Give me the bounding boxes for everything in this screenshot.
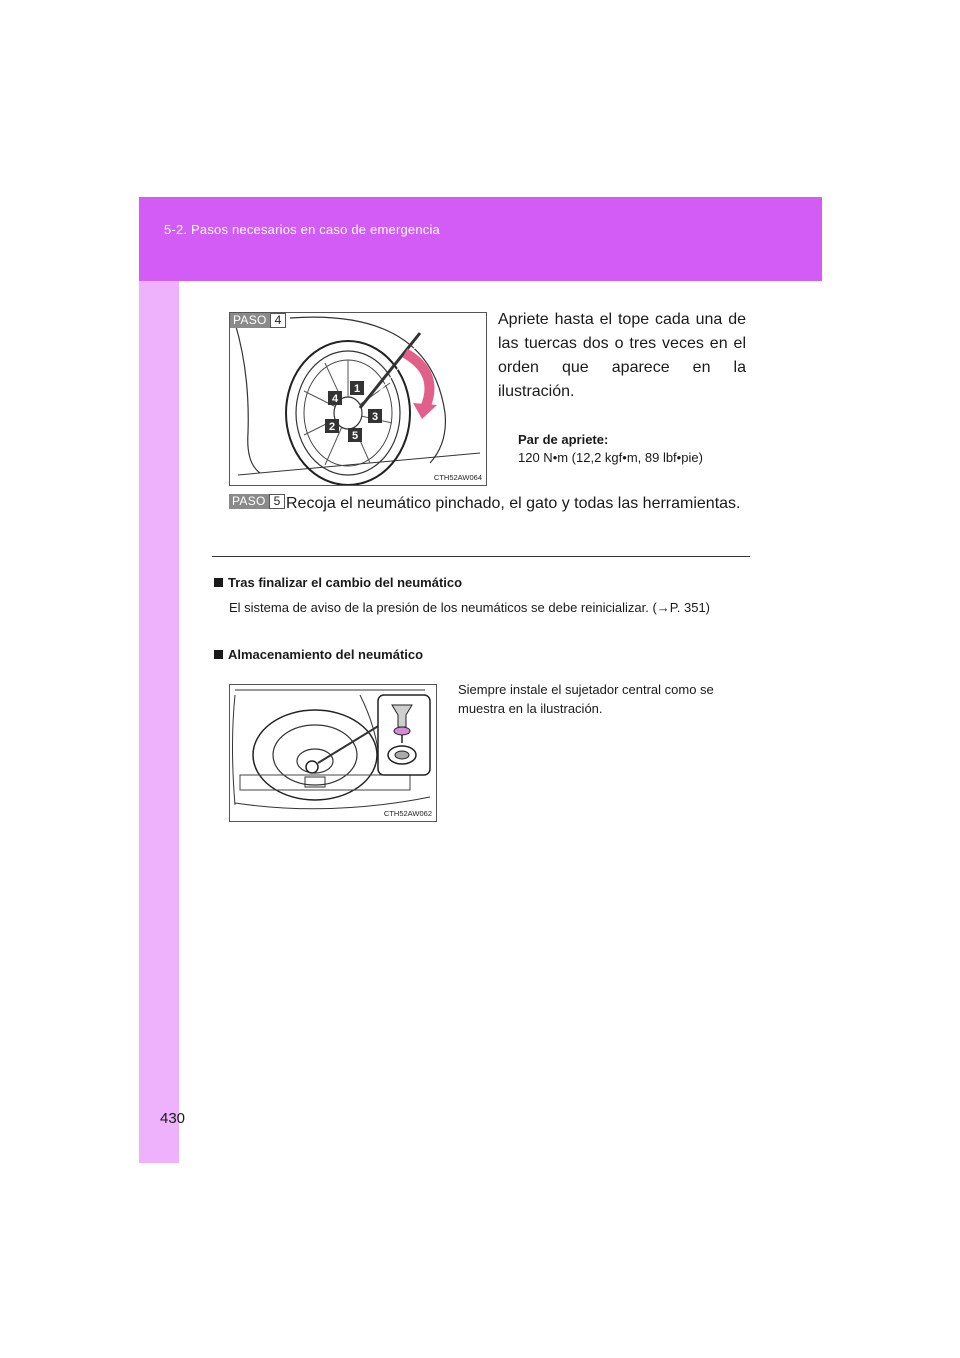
wheel-lug-nut-figure: [229, 312, 487, 486]
note-heading-text: Almacenamiento del neumático: [228, 647, 424, 662]
black-square-icon: [214, 578, 223, 587]
nut-label-5: 5: [352, 430, 359, 442]
nut-label-3: 3: [372, 411, 379, 423]
trunk-illustration: [230, 685, 436, 821]
note-body-tire-storage: Siempre instale el sujetador central como se muestra en la ilustración.: [458, 682, 714, 716]
note-heading-tire-storage: [214, 647, 423, 662]
figure-code: CTH52AW064: [433, 473, 482, 482]
spare-tire-storage-figure: [229, 684, 437, 822]
page-number: 430: [160, 1110, 186, 1127]
nut-label-4: 4: [332, 393, 339, 405]
step-4-instruction: Apriete hasta el tope cada una de las tuercas dos o tres veces en el orden que aparece en la ilustración.: [498, 311, 746, 400]
nut-label-1: 1: [354, 383, 361, 395]
side-band: [139, 281, 179, 1163]
header-band: [139, 197, 822, 281]
note-heading-text: Tras finalizar el cambio del neumático: [228, 575, 463, 590]
black-square-icon: [214, 650, 223, 659]
section-divider: [212, 556, 750, 557]
torque-value: 120 N•m (12,2 kgf•m, 89 lbf•pie): [518, 450, 703, 465]
figure-code: CTH52AW062: [383, 809, 432, 818]
nut-label-2: 2: [329, 421, 336, 433]
step-4-badge: [230, 313, 286, 328]
step-badge-number: 5: [269, 494, 286, 509]
note-body-tire-change: El sistema de aviso de la presión de los neumáticos se debe reinicializar. (→P. 351): [229, 600, 711, 615]
step-badge-word: PASO: [230, 313, 270, 328]
step-5-badge: [229, 494, 285, 509]
step-5-instruction: Recoja el neumático pinchado, el gato y todas las herramientas.: [286, 495, 741, 512]
step-badge-number: 4: [270, 313, 287, 328]
step-badge-word: PASO: [229, 494, 269, 509]
torque-label: Par de apriete:: [518, 432, 609, 447]
note-heading-tire-change: [214, 575, 462, 590]
section-title: 5-2. Pasos necesarios en caso de emergencia: [164, 222, 440, 237]
wheel-illustration: [230, 313, 486, 485]
